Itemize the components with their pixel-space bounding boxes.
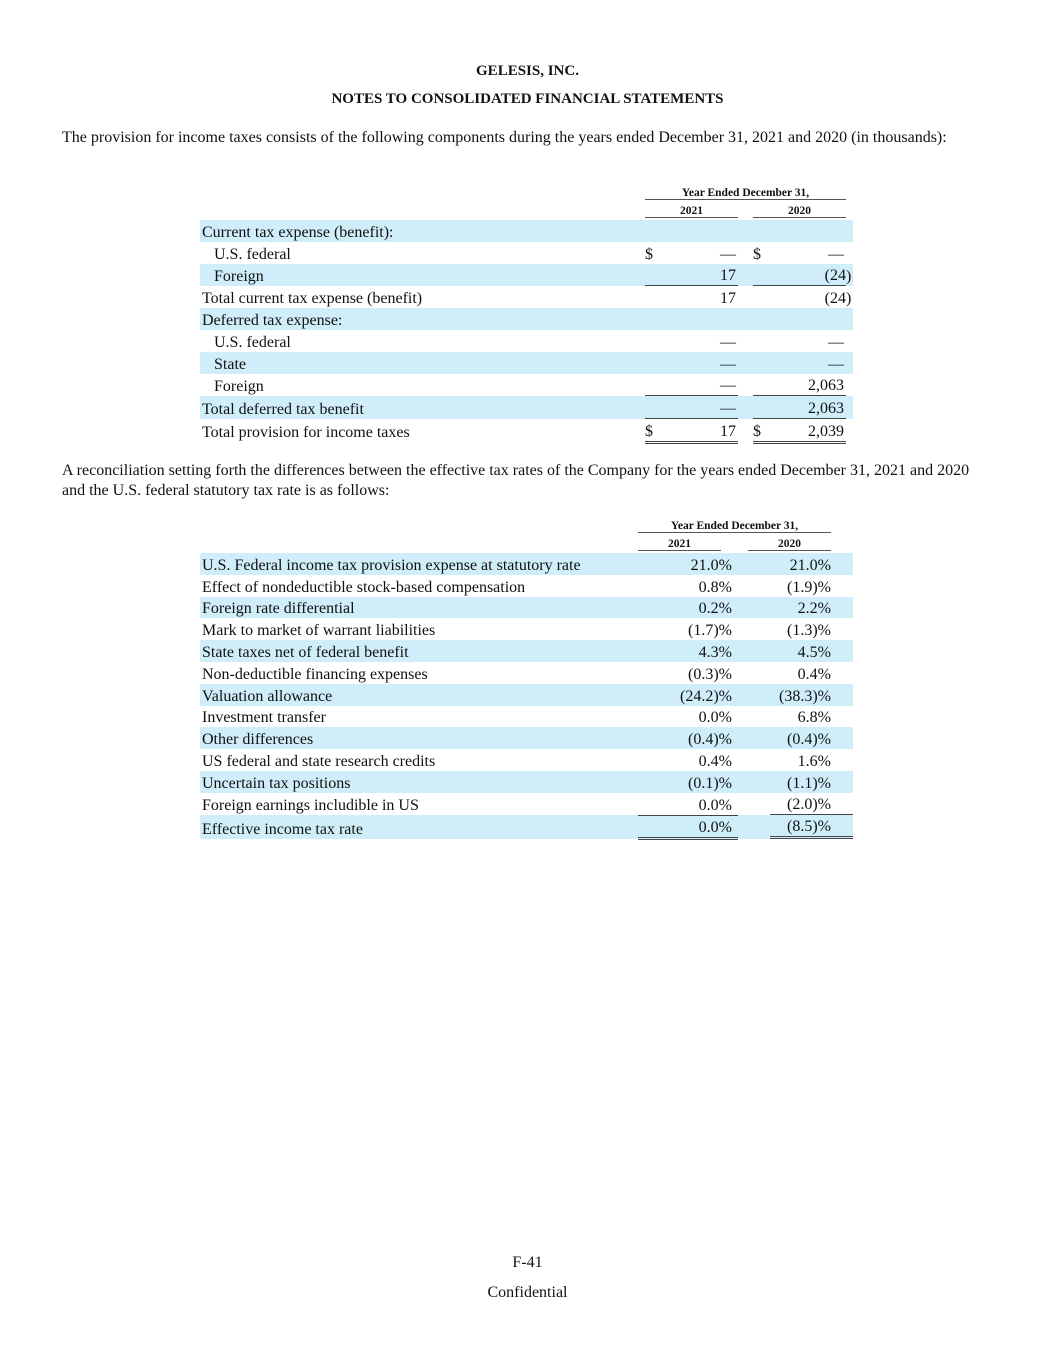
value-2020: 4.5% bbox=[797, 643, 831, 661]
value-2020: (38.3)% bbox=[779, 687, 831, 705]
value-2021: 17 bbox=[655, 264, 738, 286]
intro-paragraph-provision: The provision for income taxes consists of the following components during the years ended December 31, 2021 and 2020 (in thousands): bbox=[62, 129, 947, 146]
table1-col-2021: 2021 bbox=[645, 205, 738, 218]
page-title: NOTES TO CONSOLIDATED FINANCIAL STATEMENTS bbox=[331, 91, 724, 107]
table-row bbox=[200, 374, 853, 396]
table2-col-2020: 2020 bbox=[748, 538, 831, 551]
table-row bbox=[200, 815, 853, 839]
value-2020: 6.8% bbox=[797, 709, 831, 727]
table-row bbox=[200, 793, 853, 815]
close-paren: ) bbox=[846, 264, 853, 286]
value-2020: (1.1)% bbox=[787, 774, 831, 792]
close-paren: ) bbox=[846, 290, 852, 308]
table-row bbox=[200, 330, 853, 352]
row-label: U.S. Federal income tax provision expense at statutory rate bbox=[200, 553, 638, 575]
row-label: Effective income tax rate bbox=[200, 815, 638, 839]
row-label: Mark to market of warrant liabilities bbox=[202, 622, 436, 640]
row-label: Current tax expense (benefit): bbox=[200, 220, 645, 242]
row-label: Foreign bbox=[200, 264, 645, 286]
row-label: U.S. federal bbox=[214, 245, 291, 263]
value-2021: — bbox=[720, 245, 736, 263]
row-label: Total current tax expense (benefit) bbox=[202, 290, 423, 308]
row-label: Foreign rate differential bbox=[200, 597, 638, 619]
confidential-label: Confidential bbox=[487, 1284, 568, 1301]
value-2021: 17 bbox=[720, 290, 736, 308]
intro-paragraph-reconciliation: A reconciliation setting forth the differences between the effective tax rates of the Company for the years ended December 31, 2021 and 2020 and the U.S. federal statutory tax rate is as follows: bbox=[62, 462, 970, 499]
row-label: Total deferred tax benefit bbox=[200, 396, 645, 419]
table1-col-2020: 2020 bbox=[753, 205, 846, 218]
value-2021: 21.0% bbox=[638, 553, 738, 575]
value-2021: (0.1)% bbox=[638, 771, 738, 793]
table-row bbox=[200, 597, 853, 619]
row-label: U.S. federal bbox=[214, 333, 291, 351]
table2-period-header: Year Ended December 31, bbox=[638, 520, 831, 533]
table-row bbox=[200, 618, 853, 640]
table-row bbox=[200, 640, 853, 662]
table-row bbox=[200, 419, 853, 443]
currency-symbol: $ bbox=[753, 245, 761, 263]
value-2021: 0.2% bbox=[638, 597, 738, 619]
row-label: Valuation allowance bbox=[200, 684, 638, 706]
value-2020: 2.2% bbox=[797, 600, 831, 618]
value-2021: 0.4% bbox=[698, 752, 732, 770]
value-2021: 0.0% bbox=[638, 815, 738, 839]
table-row bbox=[200, 352, 853, 374]
value-2021: (0.4)% bbox=[638, 727, 738, 749]
row-label: Investment transfer bbox=[202, 709, 326, 727]
value-2020: (0.4)% bbox=[787, 731, 831, 749]
currency-symbol: $ bbox=[753, 419, 763, 443]
table-row bbox=[200, 553, 853, 575]
value-2021: (24.2)% bbox=[638, 684, 738, 706]
table-row bbox=[200, 684, 853, 706]
value-2020: (2.0)% bbox=[770, 796, 853, 815]
value-2020: — bbox=[763, 352, 846, 374]
currency-symbol: $ bbox=[645, 245, 653, 263]
table1-period-header: Year Ended December 31, bbox=[645, 187, 846, 200]
value-2020: — bbox=[828, 333, 844, 351]
value-2021: 0.0% bbox=[698, 709, 732, 727]
value-2021: — bbox=[720, 333, 736, 351]
row-label: State bbox=[200, 352, 645, 374]
table-row bbox=[200, 706, 853, 728]
row-label: Foreign earnings includible in US bbox=[202, 797, 419, 815]
value-2020: (8.5)% bbox=[770, 818, 853, 839]
table-row bbox=[200, 220, 853, 242]
table-row bbox=[200, 727, 853, 749]
income-tax-provision-table bbox=[200, 220, 853, 444]
row-label: Foreign bbox=[214, 377, 264, 395]
table-row bbox=[200, 662, 853, 684]
value-2021: — bbox=[655, 374, 738, 396]
value-2020: (24 bbox=[763, 264, 846, 286]
value-2020: (1.9)% bbox=[787, 578, 831, 596]
table-row bbox=[200, 242, 853, 264]
row-label: Deferred tax expense: bbox=[200, 308, 645, 330]
value-2020: 1.6% bbox=[797, 752, 831, 770]
value-2021: — bbox=[655, 396, 738, 419]
page-number: F-41 bbox=[512, 1254, 543, 1271]
row-label: Total provision for income taxes bbox=[202, 424, 410, 442]
tax-rate-reconciliation-table bbox=[200, 553, 853, 840]
table2-col-2021: 2021 bbox=[638, 538, 721, 551]
value-2021: 0.8% bbox=[698, 578, 732, 596]
value-2021: 0.0% bbox=[638, 793, 738, 815]
row-label: US federal and state research credits bbox=[202, 752, 436, 770]
value-2021: (1.7)% bbox=[688, 622, 732, 640]
row-label: State taxes net of federal benefit bbox=[200, 640, 638, 662]
company-name: GELESIS, INC. bbox=[476, 63, 579, 79]
table-row bbox=[200, 396, 853, 419]
table-row bbox=[200, 771, 853, 793]
value-2020: 2,063 bbox=[763, 396, 846, 419]
value-2020: 2,039 bbox=[763, 419, 846, 443]
value-2021: 4.3% bbox=[638, 640, 738, 662]
table-row bbox=[200, 575, 853, 597]
value-2021: — bbox=[655, 352, 738, 374]
value-2020: — bbox=[828, 245, 844, 263]
currency-symbol: $ bbox=[645, 419, 655, 443]
value-2020: 2,063 bbox=[763, 374, 846, 396]
table-row bbox=[200, 308, 853, 330]
table-row bbox=[200, 749, 853, 771]
row-label: Effect of nondeductible stock-based compensation bbox=[202, 578, 526, 596]
row-label: Other differences bbox=[200, 727, 638, 749]
value-2020: (1.3)% bbox=[787, 622, 831, 640]
table-row bbox=[200, 286, 853, 308]
value-2020: 0.4% bbox=[797, 665, 831, 683]
row-label: Uncertain tax positions bbox=[200, 771, 638, 793]
value-2020: 21.0% bbox=[789, 556, 831, 574]
table-row bbox=[200, 264, 853, 286]
value-2021: (0.3)% bbox=[688, 665, 732, 683]
row-label: Non-deductible financing expenses bbox=[202, 665, 428, 683]
value-2020: (24 bbox=[824, 290, 846, 308]
value-2021: 17 bbox=[655, 419, 738, 443]
